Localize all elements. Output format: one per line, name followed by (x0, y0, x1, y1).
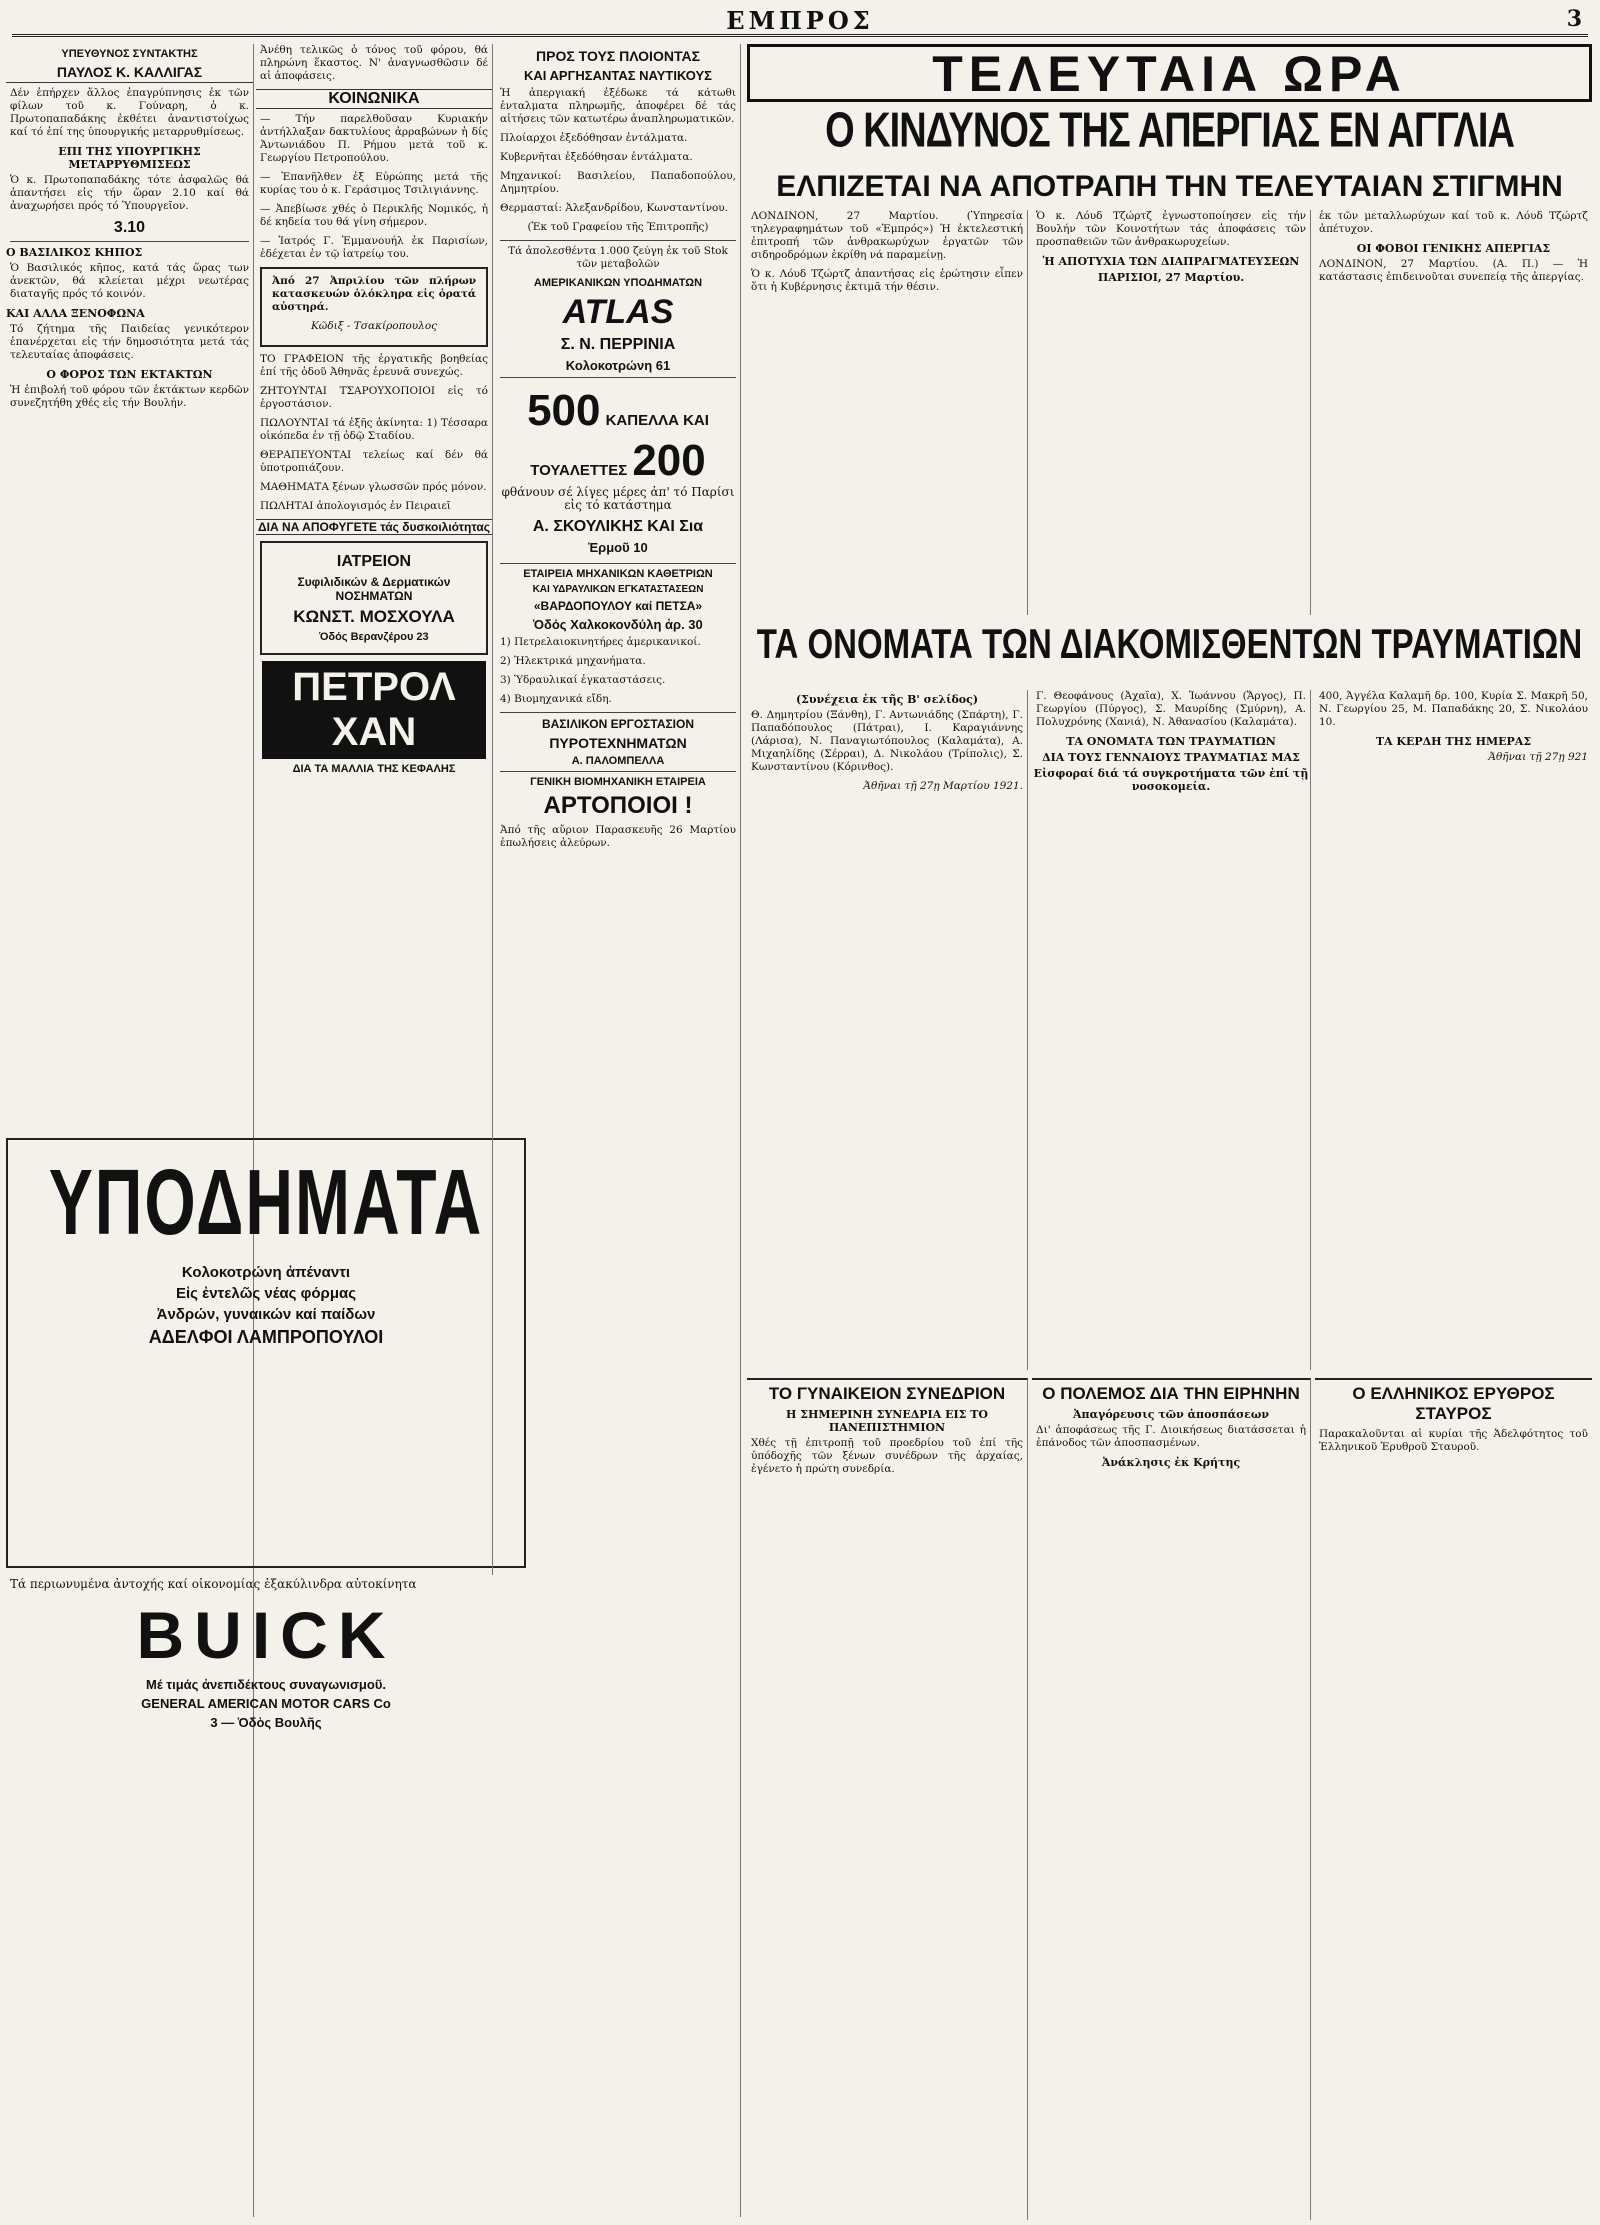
ad-atlas-top: ΑΜΕΡΙΚΑΝΙΚΩΝ ΥΠΟΔΗΜΑΤΩΝ (533, 277, 703, 289)
article-text: Δέν ἐπήρχεν ἄλλος ἐπαγρύπνησις ἐκ τῶν φίλων τοῦ κ. Γούναρη, ὁ κ. Πρωτοπαπαδάκης ἐκθέτει ἀναντιστοίχως καί τό ἐπί της ὑπουργικής μεταρρυθμίσεως. (10, 87, 249, 138)
article-text: ΛΟΝΔΙΝΟΝ, 27 Μαρτίου. (Ὑπηρεσία τηλεγραφημάτων τοῦ «Ἐμπρός») Ἡ ἐκτελεστική ἐπιτροπή τῶν ἀνθρακωρύχων ἐργατῶν τῶν σιδηροδρόμων ἐκρίθη νά παραμείνῃ. (751, 210, 1023, 261)
latest-news-banner: ΤΕΛΕΥΤΑΙΑ ΩΡΑ (747, 44, 1592, 102)
ad-hats-text: ΚΑΠΕΛΛΑ ΚΑΙ (605, 412, 709, 429)
ad-company-title: ΕΤΑΙΡΕΙΑ ΜΗΧΑΝΙΚΩΝ ΚΑΘΕΤΡΙΩΝ (523, 568, 713, 580)
ad-hats-500: 500 (527, 386, 601, 435)
ad-buick-price: Μέ τιμάς ἀνεπιδέκτους συναγωνισμοῦ. (145, 1677, 386, 1692)
war-for-peace (1032, 1378, 1311, 2220)
ad-box (260, 267, 488, 347)
article-heading: ΚΑΙ ΑΛΛΑ ΞΕΝΟΦΩΝΑ (6, 307, 145, 320)
article-heading: ΟΙ ΦΟΒΟΙ ΓΕΝΙΚΗΣ ΑΠΕΡΓΙΑΣ (1356, 242, 1551, 255)
wounded-column-1 (747, 690, 1028, 1370)
classified: ΤΟ ΓΡΑΦΕΙΟΝ τῆς ἐργατικῆς βοηθείας ἐπί τῆς ὁδοῦ Ἀθηνᾶς ἐρευνᾶ συνεχώς. (260, 353, 488, 378)
article-text: (Ἐκ τοῦ Γραφείου τῆς Ἐπιτροπῆς) (527, 221, 709, 233)
ad-laxative: ΔΙΑ ΝΑ ΑΠΟΦΥΓΕΤΕ τάς δυσκοιλιότητας (256, 519, 492, 535)
ad-company-item: 4) Βιομηχανικά εἴδη. (500, 693, 612, 705)
article-heading: Ο ΦΟΡΟΣ ΤΩΝ ΕΚΤΑΚΤΩΝ (46, 368, 213, 381)
ad-hats-200: 200 (632, 436, 706, 485)
clinic-address: Ὁδός Βερανζέρου 23 (319, 631, 429, 643)
womens-congress (747, 1378, 1028, 2220)
article-text: — Ἐπανῆλθεν ἐξ Εὐρώπης μετά τῆς κυρίας του ὁ κ. Γεράσιμος Τσιλιγιάννης. (260, 171, 488, 196)
ad-shoes-line: Εἰς ἐντελῶς νέας φόρμας (175, 1285, 357, 1302)
ad-company-item: 3) Ὑδραυλικαί ἐγκαταστάσεις. (500, 674, 666, 686)
article-text: Χθές τῇ ἐπιτροπῇ τοῦ προεδρίου τοῦ ἐπί τῆς ὑπόδοχῆς τῶν ξένων συνέδρων τῆς ἀρχαίας, ἐγένετο ἡ πρώτη συνεδρία. (751, 1437, 1023, 1475)
divider (500, 377, 736, 378)
article-text: Ὁ κ. Λόυδ Τζώρτζ ἀπαντήσας εἰς ἐρώτησιν εἶπεν ὅτι ἡ Κυβέρνησις ἐκτιμᾶ τήν θέσιν. (751, 268, 1023, 293)
ad-text: Κῶδιξ - Τσακίροπουλος (310, 320, 438, 332)
article-heading: Ἡ ΑΠΟΤΥΧΙΑ ΤΩΝ ΔΙΑΠΡΑΓΜΑΤΕΥΣΕΩΝ (1042, 255, 1300, 268)
article-heading: ΔΙΑ ΤΟΥΣ ΓΕΝΝΑΙΟΥΣ ΤΡΑΥΜΑΤΙΑΣ ΜΑΣ (1042, 751, 1300, 764)
wounded-column-3 (1315, 690, 1592, 1370)
article-text: Δι' ἀποφάσεως τῆς Γ. Διοικήσεως διατάσσεται ἡ ἐπάνοδος τῶν ἀποσπασμένων. (1036, 1424, 1306, 1449)
article-heading: ΚΑΙ ΑΡΓΗΣΑΝΤΑΣ ΝΑΥΤΙΚΟΥΣ (524, 68, 712, 83)
clinic-title: ΙΑΤΡΕΙΟΝ (336, 553, 412, 570)
ad-buick-address: 3 — Ὁδὸς Βουλῆς (210, 1715, 322, 1730)
ad-shoes-title: ΥΠΟΔΗΜΑΤΑ (48, 1150, 484, 1254)
article-text: — Τήν παρελθοῦσαν Κυριακήν ἀντήλλαξαν δακτυλίους ἀρραβώνων ἡ δίς Ἀντωνιάδου Π. Ρήμου μετά τοῦ κ. Γεωργίου Πετροπούλου. (260, 113, 488, 164)
ad-shoes-company: ΑΔΕΛΦΟΙ ΛΑΜΠΡΟΠΟΥΛΟΙ (148, 1327, 384, 1347)
clinic-doctor: ΚΩΝΣΤ. ΜΟΣΧΟΥΛΑ (293, 607, 455, 626)
social-heading: ΚΟΙΝΩΝΙΚΑ (256, 89, 492, 109)
article-subheading: Ἀπαγόρευσις τῶν ἀποσπάσεων (1073, 1408, 1269, 1421)
classified: ΖΗΤΟΥΝΤΑΙ ΤΣΑΡΟΥΧΟΠΟΙΟΙ εἰς τό ἐργοστάσιον. (260, 385, 488, 410)
article-text: Ὁ κ. Λόυδ Τζώρτζ ἐγνωστοποίησεν εἰς τήν Βουλήν τῶν Κοινοτήτων τάς ἀποφάσεις τῶν προσπαθειῶν τῶν ἀνθρακωρυχείων. (1036, 210, 1306, 248)
divider (500, 712, 736, 713)
article-text: Μηχανικοί: Βασιλείου, Παπαδοπούλου, Δημητρίου. (500, 170, 736, 195)
ad-bakers-text: Ἀπό τῆς αὔριον Παρασκευῆς 26 Μαρτίου ἐπωλήσεις ἀλεύρων. (500, 824, 736, 849)
article-text: Θ. Δημητρίου (Ξάνθη), Γ. Αντωνιάδης (Σπάρτη), Γ. Παπαδόπουλος (Πάτραι), Ι. Καραγιάννης (Λάρισα), Ν. Παναγιωτόπουλος (Καλαμάτα), Α. Μιχαηλίδης (Σέρραι), Δ. Νικολάου (Τρίπολις), Σ. Κωνσταντίνου (Κόρινθος). (751, 709, 1023, 773)
ad-fireworks-title: ΒΑΣΙΛΙΚΟΝ ΕΡΓΟΣΤΑΣΙΟΝ (541, 717, 695, 731)
ad-hats (496, 386, 740, 555)
article-heading: Ο ΒΑΣΙΛΙΚΟΣ ΚΗΠΟΣ (6, 246, 143, 259)
article-heading: Ο ΕΛΛΗΝΙΚΟΣ ΕΡΥΘΡΟΣ ΣΤΑΥΡΟΣ (1352, 1384, 1555, 1423)
article-text: Πλοίαρχοι ἐξεδόθησαν ἐντάλματα. (500, 132, 688, 144)
ad-buick-company: GENERAL AMERICAN MOTOR CARS Co (141, 1696, 391, 1711)
ad-company-item: 2) Ἠλεκτρικά μηχανήματα. (500, 655, 646, 667)
editor-name: ΠΑΥΛΟΣ Κ. ΚΑΛΛΙΓΑΣ (6, 64, 253, 83)
article-text: Ἀνέθη τελικῶς ὁ τόνος τοῦ φόρου, θά πληρώνη ἕκαστος. Ν' ἀναγνωσθῶσιν δέ αἱ ἀποφάσεις. (260, 44, 488, 82)
ad-company-name: «ΒΑΡΔΟΠΟΥΛΟΥ καί ΠΕΤΣΑ» (533, 599, 703, 613)
ad-text: Τά ἀπολεσθέντα 1.000 ζεύγη ἐκ τοῦ Stok τῶν μεταβολῶν (508, 245, 728, 270)
ad-hats-company: Α. ΣΚΟΥΛΙΚΗΣ ΚΑΙ Σια (532, 518, 704, 535)
strike-column-3 (1315, 210, 1592, 615)
divider (500, 771, 736, 772)
ad-hats-address: Ἑρμοῦ 10 (588, 540, 648, 555)
article-heading: ΠΡΟΣ ΤΟΥΣ ΠΛΟΙΟΝΤΑΣ (536, 48, 700, 64)
article-text: — Ἰατρός Γ. Ἐμμανουήλ ἐκ Παρισίων, ἐδέχεται ἐν τῷ ἰατρείῳ του. (260, 235, 488, 260)
ad-atlas-seller: Σ. Ν. ΠΕΡΡΙΝΙΑ (560, 336, 676, 353)
ad-petrol-sub: ΔΙΑ ΤΑ ΜΑΛΛΙΑ ΤΗΣ ΚΕΦΑΛΗΣ (292, 763, 456, 775)
article-text: Ὁ Βασιλικός κῆπος, κατά τάς ὥρας των ἀνεκτῶν, θά κλείεται μέχρι νεωτέρας διαταγῆς πρός τό κοινόν. (10, 262, 249, 300)
editor-label: ΥΠΕΥΘΥΝΟΣ ΣΥΝΤΑΚΤΗΣ (61, 48, 198, 60)
article-date: Ἀθῆναι τῇ 27ῃ Μαρτίου 1921. (863, 780, 1023, 792)
article-heading: ΤΑ ΚΕΡΔΗ ΤΗΣ ΗΜΕΡΑΣ (1375, 735, 1532, 748)
article-text: Θερμασταί: Ἀλεξανδρίδου, Κωνσταντίνου. (500, 202, 729, 214)
column-1 (6, 44, 254, 2217)
article-text: Παρακαλοῦνται αἱ κυρίαι τῆς Ἀδελφότητος τοῦ Ἑλληνικοῦ Ἐρυθροῦ Σταυροῦ. (1319, 1428, 1588, 1453)
article-text: Κυβερνῆται ἐξεδόθησαν ἐντάλματα. (500, 151, 693, 163)
ad-buick (6, 1578, 526, 1778)
dateline: ΠΑΡΙΣΙΟΙ, 27 Μαρτίου. (1097, 271, 1245, 284)
article-date: Ἀθῆναι τῇ 27ῃ 921 (1488, 751, 1588, 763)
strike-headline: Ο ΚΙΝΔΥΝΟΣ ΤΗΣ ΑΠΕΡΓΙΑΣ ΕΝ ΑΓΓΛΙΑ (825, 103, 1514, 159)
ad-text: Ἀπό 27 Ἀπριλίου τῶν πλήρων κατασκευών ὁλόκληρα εἰς ὁρατά αὐστηρά. (272, 275, 476, 313)
article-text: — Ἀπεβίωσε χθές ὁ Περικλῆς Νομικός, ἡ δέ κηδεία του θά γίνη σήμερον. (260, 203, 488, 228)
divider (500, 240, 736, 241)
ad-hats-desc: φθάνουν σέ λίγες μέρες ἀπ' τό Παρίσι εἰς τό κατάστημα (501, 485, 735, 512)
article-text: Ἡ ἀπεργιακή ἐξέδωκε τά κάτωθι ἐνταλματα πληρωμῆς, ἀποφέρει δέ τάς αἰτήσεις τῶν κατωτέρω ἀναπληρωματικῶν. (500, 87, 736, 125)
ad-clinic (260, 541, 488, 655)
time-label: 3.10 (113, 219, 146, 236)
article-subheading: Ἀνάκλησις ἐκ Κρήτης (1101, 1456, 1241, 1469)
wounded-column-2 (1032, 690, 1311, 1370)
article-text: Ὁ κ. Πρωτοπαπαδάκης τότε ἀσφαλῶς θά ἀπαντήσει εἰς τήν ὥραν 2.10 καί θά ἀναχωρήσει πρός τό Ὑπουργεῖον. (10, 174, 249, 212)
divider (10, 241, 249, 242)
strike-column-2 (1032, 210, 1311, 615)
column-2 (256, 44, 493, 1575)
column-3 (496, 44, 741, 2217)
ad-atlas-brand: ATLAS (562, 293, 674, 331)
ad-hats-text: ΤΟΥΑΛΕΤΤΕΣ (530, 462, 628, 479)
page-number: 3 (1566, 6, 1582, 32)
ad-company-title: ΚΑΙ ΥΔΡΑΥΛΙΚΩΝ ΕΓΚΑΤΑΣΤΑΣΕΩΝ (532, 584, 704, 595)
article-heading: Ο ΠΟΛΕΜΟΣ ΔΙΑ ΤΗΝ ΕΙΡΗΝΗΝ (1042, 1384, 1300, 1403)
continuation-note: (Συνέχεια ἐκ τῆς Β' σελίδος) (795, 693, 979, 706)
strike-column-1 (747, 210, 1028, 615)
ad-bakers-title: ΑΡΤΟΠΟΙΟΙ ! (543, 792, 693, 819)
ad-shoes-line: Ἀνδρών, γυναικών καί παίδων (156, 1306, 376, 1323)
divider (500, 563, 736, 564)
ad-company-item: 1) Πετρελαιοκινητήρες ἀμερικανικοί. (500, 636, 701, 648)
article-heading: Εἰσφοραί διά τά συγκροτήματα τῶν ἐπί τῇ νοσοκομεία. (1033, 767, 1309, 793)
strike-subheadline: ΕΛΠΙΖΕΤΑΙ ΝΑ ΑΠΟΤΡΑΠΗ ΤΗΝ ΤΕΛΕΥΤΑΙΑΝ ΣΤΙΓΜΗΝ (776, 170, 1563, 203)
article-text: Ἡ ἐπιβολή τοῦ φόρου τῶν ἐκτάκτων κερδῶν συνεζητήθη χθές εἰς τήν Βουλήν. (10, 384, 249, 409)
ad-fireworks-title: ΠΥΡΟΤΕΧΝΗΜΑΤΩΝ (549, 735, 687, 751)
ad-atlas-address: Κολοκοτρώνη 61 (565, 358, 671, 373)
article-text: 400, Ἀγγέλα Καλαμῆ δρ. 100, Κυρία Σ. Μακρῆ 50, Ν. Γεωργίου 25, Μ. Παπαδάκης 20, Σ. Νικολάου 10. (1319, 690, 1588, 728)
classified: ΘΕΡΑΠΕΥΟΝΤΑΙ τελείως καί δέν θά ὑποτροπιάζουν. (260, 449, 488, 474)
classified: ΠΩΛΟΥΝΤΑΙ τά ἐξῆς ἀκίνητα: 1) Τέσσαρα οἰκόπεδα ἐν τῇ ὁδῷ Σταδίου. (260, 417, 488, 442)
wounded-headline: ΤΑ ΟΝΟΜΑΤΑ ΤΩΝ ΔΙΑΚΟΜΙΣΘΕΝΤΩΝ ΤΡΑΥΜΑΤΙΩΝ (756, 620, 1583, 667)
article-text: Τό ζήτημα τῆς Παιδείας γενικότερον ἐπανέρχεται εἰς τήν δημοσιότητα μετά τάς τελευταίας ἀποφάσεις. (10, 323, 249, 361)
ad-company-address: Ὁδός Χαλκοκονδύλη ἀρ. 30 (533, 617, 703, 632)
classified: ΜΑΘΗΜΑΤΑ ξένων γλωσσῶν πρός μόνον. (260, 481, 487, 493)
classified: ΠΩΛΗΤΑΙ ἀπολογισμός ἐν Πειραιεῖ (260, 500, 451, 512)
ad-shoes-line: Κολοκοτρώνη ἀπέναντι (181, 1264, 351, 1281)
clinic-specialty: Συφιλιδικών & Δερματικών ΝΟΣΗΜΑΤΩΝ (297, 575, 451, 603)
article-heading: ΤΟ ΓΥΝΑΙΚΕΙΟΝ ΣΥΝΕΔΡΙΟΝ (768, 1384, 1006, 1403)
ad-buick-note: Τά περιωνυμένα ἀντοχής καί οἰκονομίας ἑξακύλινδρα αὐτοκίνητα (10, 1578, 417, 1591)
article-text: Γ. Θεοφάνους (Ἀχαΐα), Χ. Ἰωάννου (Ἄργος), Π. Γεωργίου (Πύργος), Σ. Μαυρίδης (Σμύρνη), Α. Πολυχρόνης (Χανιά), Ν. Ἀθανασίου (Καλαμάτα). (1036, 690, 1306, 728)
article-text: ἐκ τῶν μεταλλωρύχων καί τοῦ κ. Λόυδ Τζώρτζ ἀπέτυχον. (1319, 210, 1588, 235)
ad-petrol-han: ΠΕΤΡΟΛ ΧΑΝ (262, 661, 486, 759)
article-heading: ΤΑ ΟΝΟΜΑΤΑ ΤΩΝ ΤΡΑΥΜΑΤΙΩΝ (1066, 735, 1276, 748)
article-heading: ΕΠΙ ΤΗΣ ΥΠΟΥΡΓΙΚΗΣ ΜΕΤΑΡΡΥΘΜΙΣΕΩΣ (58, 145, 201, 171)
article-text: ΛΟΝΔΙΝΟΝ, 27 Μαρτίου. (Α. Π.) — Ἡ κατάστασις ἐπιδεινοῦται συνεπείᾳ τῆς ἀπεργίας. (1319, 258, 1588, 283)
ad-fireworks-owner: Α. ΠΑΛΟΜΠΕΛΛΑ (571, 755, 665, 767)
ad-buick-brand: BUICK (136, 1598, 396, 1672)
newspaper-title: ΕΜΠΡΟΣ (726, 6, 874, 35)
article-subheading: Η ΣΗΜΕΡΙΝΗ ΣΥΝΕΔΡΙΑ ΕΙΣ ΤΟ ΠΑΝΕΠΙΣΤΗΜΙΟΝ (786, 1408, 988, 1434)
red-cross (1315, 1378, 1592, 2220)
ad-bakers-company: ΓΕΝΙΚΗ ΒΙΟΜΗΧΑΝΙΚΗ ΕΤΑΙΡΕΙΑ (530, 776, 706, 788)
masthead (12, 6, 1588, 37)
